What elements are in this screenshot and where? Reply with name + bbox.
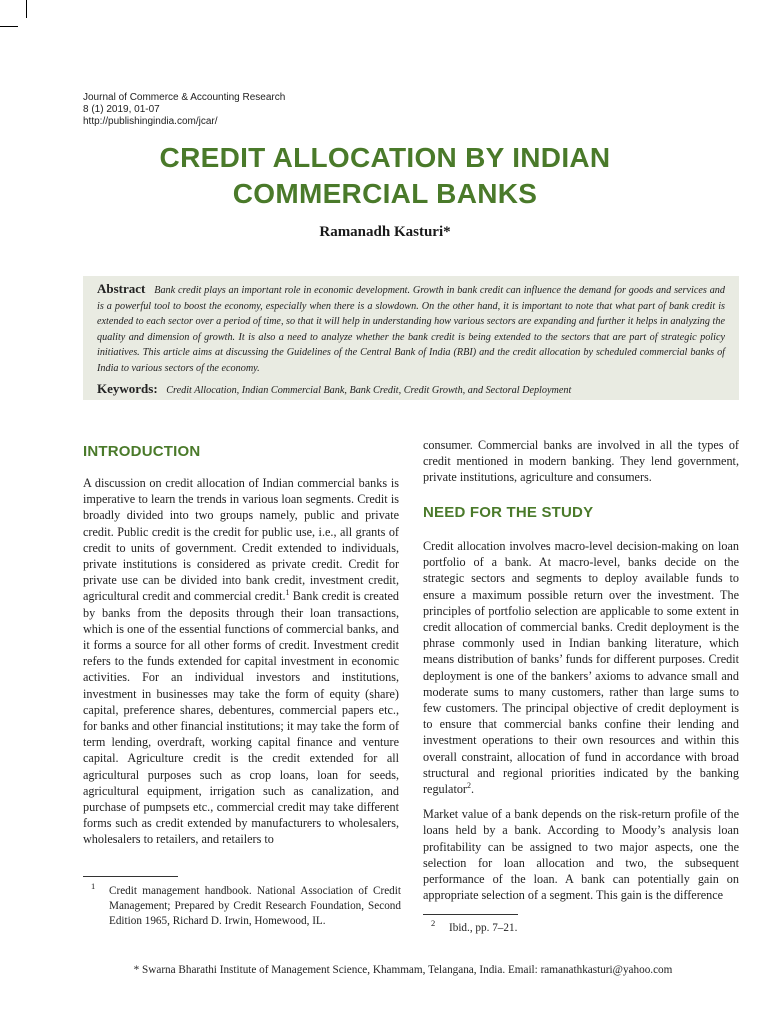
footnote-1-number: 1: [91, 881, 96, 891]
need-for-study-text-1-end: .: [471, 782, 475, 797]
paper-title: [83, 140, 687, 212]
footnote-2-number: 2: [431, 918, 436, 928]
author-affiliation: * Swarna Bharathi Institute of Management Science, Khammam, Telangana, India. Email: ramanathkasturi@yahoo.com: [133, 964, 673, 976]
journal-issue: 8 (1) 2019, 01-07: [83, 104, 160, 115]
footnote-rule-left: [83, 876, 178, 877]
footnote-1-text: Credit management handbook. National Association of Credit Management; Prepared by Credit Research Foundation, Second Edition 1965, Richard D. Irwin, Homewood, IL.: [109, 885, 401, 927]
introduction-heading: INTRODUCTION: [83, 443, 201, 460]
title-line-1: CREDIT ALLOCATION BY INDIAN: [159, 142, 611, 173]
introduction-body: [83, 475, 399, 848]
journal-name: Journal of Commerce & Accounting Research: [83, 92, 286, 103]
keywords-label: Keywords:: [97, 381, 158, 396]
need-for-study-text-1: Credit allocation involves macro-level decision-making on loan portfolio of a bank. At macro-level, banks decide on the strategic sectors and segments to deploy available funds to ensure a maximum possible return over the investment. The principles of portfolio selection are applicable to some extent in credit allocation of commercial banks. Credit deployment is the phrase commonly used in Indian banking literature, which means distribution of banks’ funds for different purposes. Credit deployment is one of the bankers’ axioms to advance small and moderate sums to many customers, rather than large sums to few customers. The principal objective of credit deployment is to ensure that commercial banks confine their lending and investment operations to their own resources and within this overall constraint, allocation of fund in accordance with broad structural and regional priorities indicated by the banking regulator: [423, 539, 739, 797]
author-name: Ramanadh Kasturi*: [319, 224, 451, 240]
footnote-rule-right: [423, 914, 518, 915]
introduction-paragraph: [83, 475, 399, 848]
abstract-text: Bank credit plays an important role in economic development. Growth in bank credit can influence the demand for goods and services and is a powerful tool to boost the economy, especially when there is a slowdown. On the other hand, it is important to note that what part of bank credit is extended to each sector over a period of time, so that it will help in understanding how various sectors are expanding and further it helps in analyzing the quality and dimension of growth. It is also a need to analyze whether the bank credit is being extended to the sectors that are part of strategic policy initiatives. This article aims at discussing the Guidelines of the Central Bank of India (RBI) and the credit allocation by scheduled commercial banks of India to various sectors of the economy.: [97, 285, 725, 374]
need-for-study-body: [423, 538, 739, 903]
title-line-2: COMMERCIAL BANKS: [232, 178, 538, 209]
journal-header: [83, 92, 285, 128]
keywords-text: Credit Allocation, Indian Commercial Bank, Bank Credit, Credit Growth, and Sectoral Deployment: [166, 385, 572, 396]
footnote-ref-2[interactable]: 2: [467, 780, 471, 790]
introduction-text-part-2: Bank credit is created by banks from the deposits through their loan transactions, which is one of the essential functions of commercial banks, and it forms a source for all other forms of credit. Investment credit refers to the funds extended for capital investment in economic activities. For an individual investors and institutions, investment in businesses may take the form of equity (share) capital, preference shares, debentures, commercial papers etc., for banks and other financial institutions; it may take the form of term lending, overdraft, working capital finance and venture capital. Agriculture credit is the credit extended for all agricultural purposes such as crop loans, loan for seeds, agricultural equipment, irrigation such as canalization, and purchase of pumpsets etc., commercial credit may take different forms such as credit extended by manufacturers to wholesalers, wholesalers to retailers, and retailers to: [83, 589, 400, 847]
crop-mark-horizontal: [0, 26, 18, 27]
introduction-continuation-text: consumer. Commercial banks are involved in all the types of credit mentioned in modern banking. They lend government, private institutions, agriculture and consumers.: [423, 438, 739, 485]
introduction-text-part-1: A discussion on credit allocation of Indian commercial banks is imperative to learn the trends in various loan segments. Credit is broadly divided into two groups namely, public and private credit. Public credit is the credit for public use, i.e., all grants of credit to units of government. Credit extended to individuals, private institutions is considered as private credit. Credit for private use can be divided into bank credit, investment credit, agricultural credit and commercial credit.: [83, 476, 399, 604]
abstract-label: Abstract: [97, 281, 146, 296]
abstract-paragraph: [97, 281, 725, 376]
introduction-continuation: [423, 437, 739, 486]
need-for-study-paragraph-1: [423, 538, 739, 797]
crop-mark-vertical: [26, 0, 27, 18]
journal-url[interactable]: http://publishingindia.com/jcar/: [83, 116, 218, 127]
footnote-2-text: Ibid., pp. 7–21.: [449, 922, 518, 934]
need-for-study-paragraph-2: Market value of a bank depends on the risk-return profile of the loans held by a bank. According to Moody’s analysis loan profitability can be assigned to two major aspects, one the selection for loan allocation and two, the subsequent performance of the loan. A bank can potentially gain on appropriate selection of a segment. This gain is the difference: [423, 807, 739, 903]
keywords-line: [97, 381, 725, 397]
need-for-study-heading: NEED FOR THE STUDY: [423, 504, 594, 521]
footnote-ref-1[interactable]: 1: [285, 588, 290, 598]
abstract-box: [83, 276, 739, 400]
